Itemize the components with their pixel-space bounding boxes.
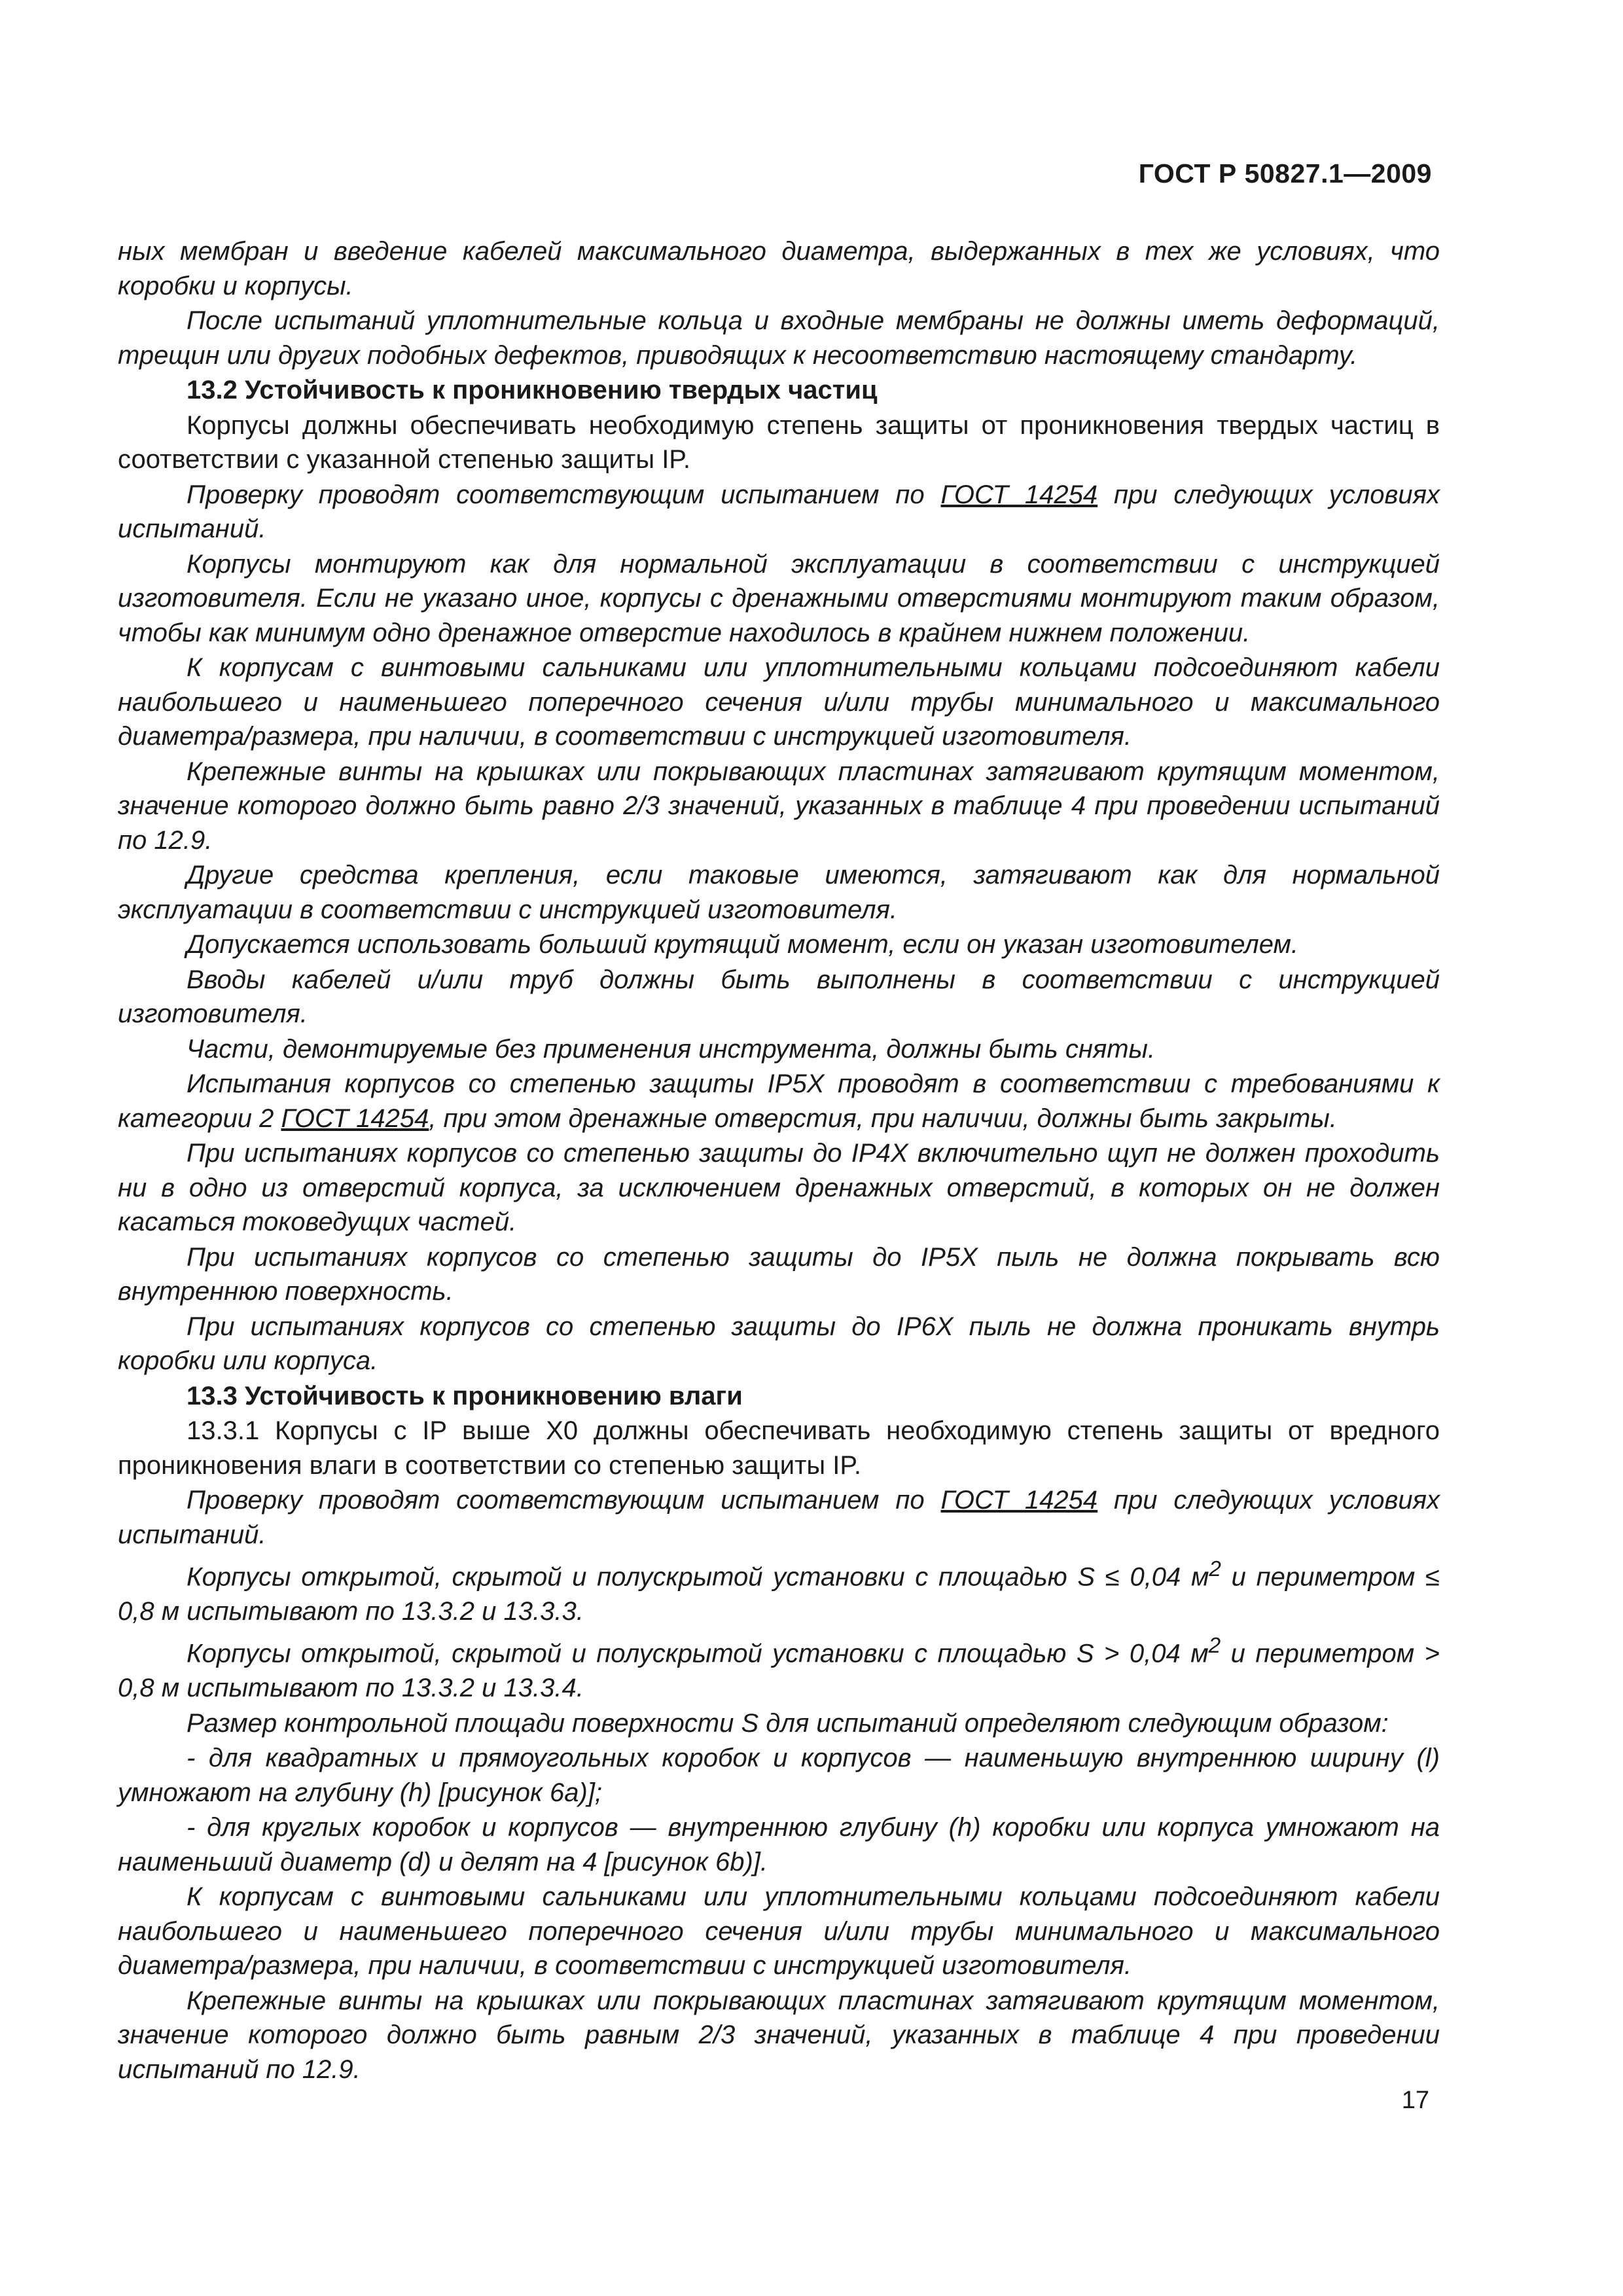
paragraph-with-reference <box>118 478 1440 547</box>
page-body <box>118 234 1440 2087</box>
paragraph: Вводы кабелей и/или труб должны быть выполнены в соответствии с инструкцией изготовителя. <box>118 965 1440 1028</box>
text-span: Проверку проводят соответствующим испытанием по <box>187 480 941 509</box>
paragraph-13-3-1: 13.3.1 Корпусы с IP выше X0 должны обеспечивать необходимую степень защиты от вредного проникновения влаги в соответствии со степенью защиты IP. <box>118 1416 1440 1480</box>
text-span: и периметром > 0,8 м испытывают по 13.3.2 и 13.3.4. <box>118 1639 1440 1703</box>
text-span: Корпусы открытой, скрытой и полускрытой установки с площадью S > 0,04 м <box>187 1639 1209 1668</box>
paragraph: Размер контрольной площади поверхности S для испытаний определяют следующим образом: <box>187 1708 1389 1738</box>
paragraph: Части, демонтируемые без применения инструмента, должны быть сняты. <box>187 1034 1156 1064</box>
paragraph-with-reference <box>118 1067 1440 1136</box>
paragraph: При испытаниях корпусов со степенью защиты до IP6X пыль не должна проникать внутрь коробки или корпуса. <box>118 1312 1440 1375</box>
text-span: при следующих условиях испытаний. <box>118 1486 1440 1549</box>
paragraph: После испытаний уплотнительные кольца и входные мембраны не должны иметь деформаций, трещин или других подобных дефектов, приводящих к несоответствию настоящему стандарту. <box>118 306 1440 370</box>
text-span: , при этом дренажные отверстия, при наличии, должны быть закрыты. <box>429 1103 1337 1133</box>
paragraph: При испытаниях корпусов со степенью защиты до IP4X включительно щуп не должен проходить ни в одно из отверстий корпуса, за исключением дренажных отверстий, в которых он не должен касаться токоведущих частей. <box>118 1139 1440 1236</box>
paragraph: При испытаниях корпусов со степенью защиты до IP5X пыль не должна покрывать всю внутреннюю поверхность. <box>118 1242 1440 1306</box>
gost-reference-link[interactable]: ГОСТ 14254 <box>940 1486 1098 1515</box>
text-span: и периметром ≤ 0,8 м испытывают по 13.3.2 и 13.3.3. <box>118 1562 1440 1626</box>
paragraph: К корпусам с винтовыми сальниками или уплотнительными кольцами подсоединяют кабели наибольшего и наименьшего поперечного сечения и/или трубы минимального и максимального диаметра/размера, при наличии, в соответствии с инструкцией изготовителя. <box>118 653 1440 751</box>
list-item: - для квадратных и прямоугольных коробок и корпусов — наименьшую внутреннюю ширину (l) умножают на глубину (h) [рисунок 6a)]; <box>118 1744 1440 1807</box>
text-span: Корпусы открытой, скрытой и полускрытой установки с площадью S ≤ 0,04 м <box>187 1562 1209 1592</box>
superscript: 2 <box>1208 1634 1221 1659</box>
text-span: Испытания корпусов со степенью защиты IP5X проводят в соответствии с требованиями к категории 2 <box>118 1069 1440 1133</box>
paragraph: Другие средства крепления, если таковые имеются, затягивают как для нормальной эксплуатации в соответствии с инструкцией изготовителя. <box>118 861 1440 924</box>
paragraph: Крепежные винты на крышках или покрывающих пластинах затягивают крутящим моментом, значение которого должно быть равно 2/3 значений, указанных в таблице 4 при проведении испытаний по 12.9. <box>118 757 1440 855</box>
list-item: - для круглых коробок и корпусов — внутреннюю глубину (h) коробки или корпуса умножают на наименьший диаметр (d) и делят на 4 [рисунок 6b)]. <box>118 1813 1440 1876</box>
superscript: 2 <box>1209 1557 1221 1581</box>
text-span: при следующих условиях испытаний. <box>118 480 1440 543</box>
gost-reference-link[interactable]: ГОСТ 14254 <box>281 1103 429 1133</box>
paragraph-with-reference <box>118 1483 1440 1552</box>
paragraph: К корпусам с винтовыми сальниками или уплотнительными кольцами подсоединяют кабели наибольшего и наименьшего поперечного сечения и/или трубы минимального и максимального диаметра/размера, при наличии, в соответствии с инструкцией изготовителя. <box>118 1882 1440 1981</box>
section-heading-13-2: 13.2 Устойчивость к проникновению твердых частиц <box>187 376 878 404</box>
document-number-header: ГОСТ Р 50827.1—2009 <box>1138 158 1432 188</box>
gost-reference-link[interactable]: ГОСТ 14254 <box>940 480 1098 509</box>
paragraph: Корпусы должны обеспечивать необходимую степень защиты от проникновения твердых частиц в соответствии с указанной степенью защиты IP. <box>118 410 1440 474</box>
paragraph: Корпусы монтируют как для нормальной эксплуатации в соответствии с инструкцией изготовителя. Если не указано иное, корпусы с дренажными отверстиями монтируют таким образом, чтобы как минимум одно дренажное отверстие находилось в крайнем нижнем положении. <box>118 549 1440 647</box>
paragraph: Допускается использовать больший крутящий момент, если он указан изготовителем. <box>187 930 1299 959</box>
paragraph <box>118 1629 1440 1705</box>
paragraph <box>118 1552 1440 1628</box>
paragraph-continuation: ных мембран и введение кабелей максимального диаметра, выдержанных в тех же условиях, что коробки и корпусы. <box>118 237 1440 300</box>
section-heading-13-3: 13.3 Устойчивость к проникновению влаги <box>187 1381 743 1410</box>
page-number: 17 <box>1401 2087 1429 2114</box>
text-span: Проверку проводят соответствующим испытанием по <box>187 1486 941 1515</box>
paragraph: Крепежные винты на крышках или покрывающих пластинах затягивают крутящим моментом, значение которого должно быть равным 2/3 значений, указанных в таблице 4 при проведении испытаний по 12.9. <box>118 1986 1440 2084</box>
